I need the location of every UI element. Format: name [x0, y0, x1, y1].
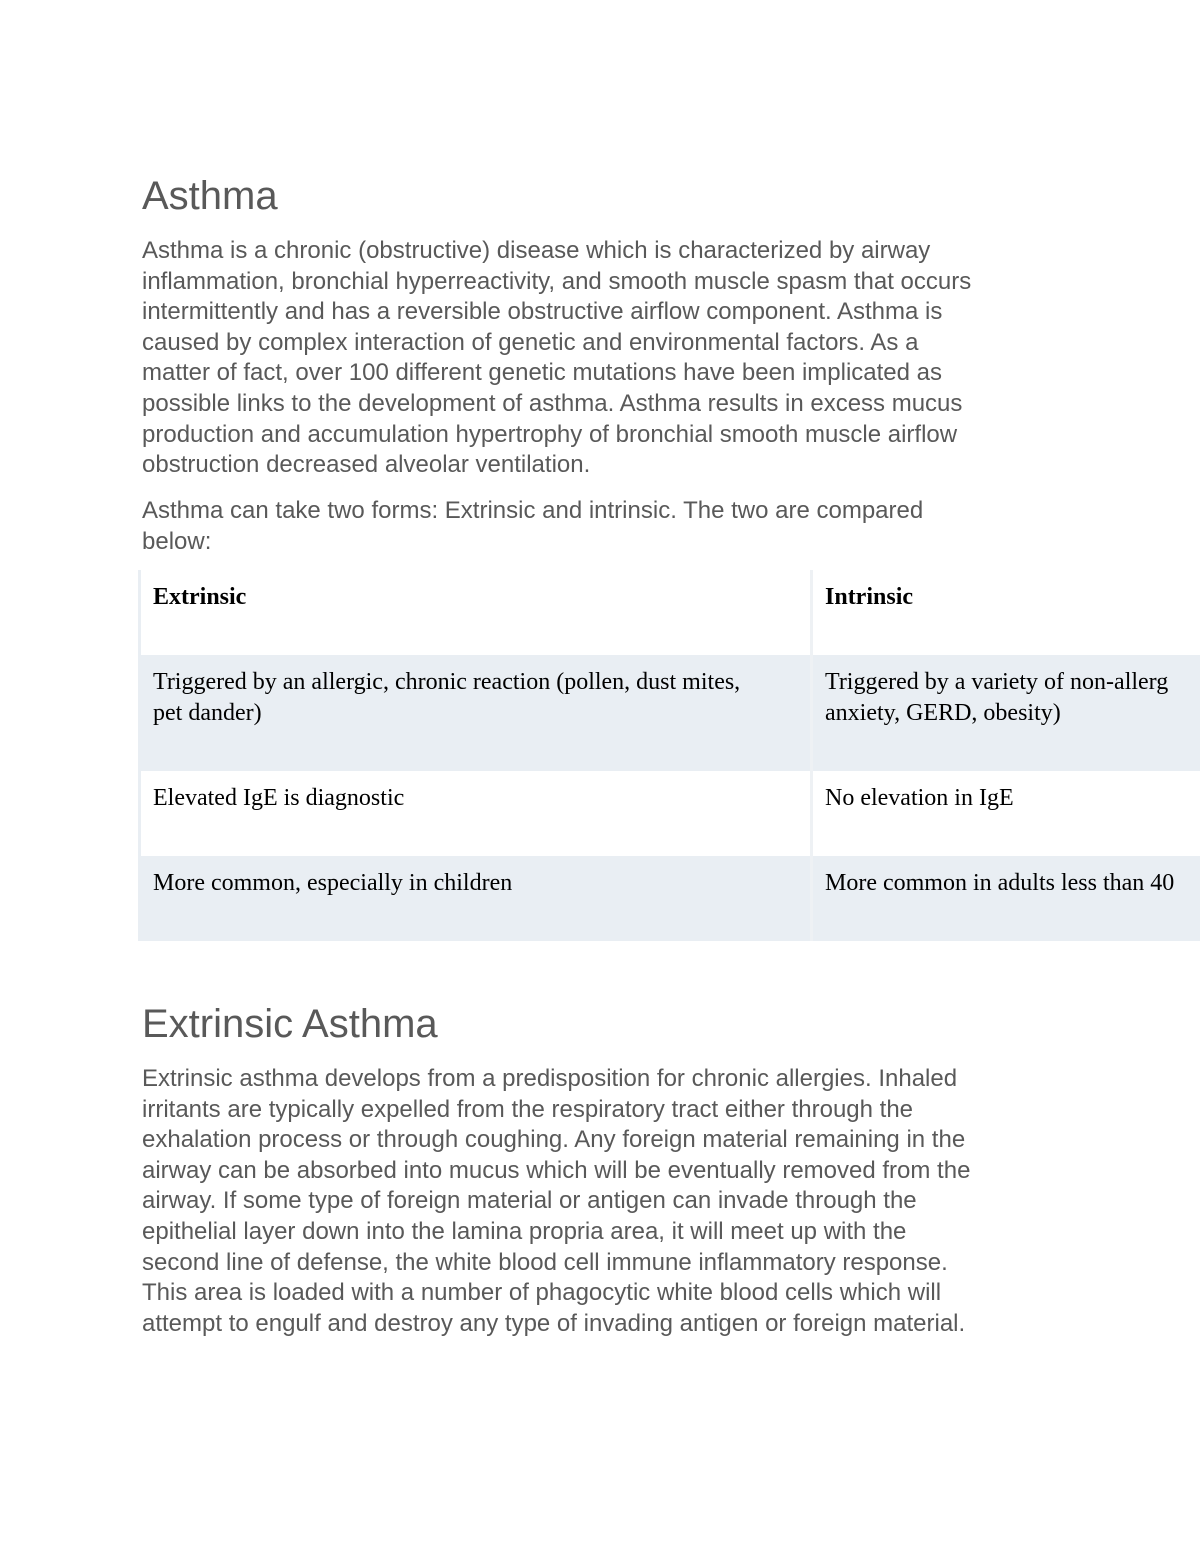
extrinsic-asthma-paragraph: Extrinsic asthma develops from a predisposition for chronic allergies. Inhaled irritants are typically expelled from the respiratory tract either through the exhalation process or through coughing. Any foreign material remaining in the airway can be absorbed into mucus which will be eventually removed from the airway. If some type of foreign material or antigen can invade through the epithelial layer down into the lamina propria area, it will meet up with the second line of defense, the white blood cell immune inflammatory response. This area is loaded with a number of phagocytic white blood cells which will attempt to engulf and destroy any type of invading antigen or foreign material. — [142, 1065, 971, 1337]
comparison-table — [138, 570, 1200, 941]
heading-extrinsic-asthma: Extrinsic Asthma — [142, 1002, 438, 1046]
table-row — [140, 655, 1200, 771]
heading-asthma: Asthma — [142, 174, 278, 218]
table-header-row — [140, 570, 1200, 655]
table-cell-extrinsic: Elevated IgE is diagnostic — [140, 771, 812, 856]
table-cell-intrinsic: More common in adults less than 40 — [812, 856, 1200, 941]
table-cell-extrinsic: Triggered by an allergic, chronic reaction (pollen, dust mites, pet dander) — [140, 655, 812, 771]
table-header-extrinsic: Extrinsic — [140, 570, 812, 655]
table-header-intrinsic: Intrinsic — [812, 570, 1200, 655]
table-row — [140, 856, 1200, 941]
table-row — [140, 771, 1200, 856]
table-cell-extrinsic: More common, especially in children — [140, 856, 812, 941]
table-cell-intrinsic: No elevation in IgE — [812, 771, 1200, 856]
asthma-definition-paragraph: Asthma is a chronic (obstructive) disease which is characterized by airway inflammation, bronchial hyperreactivity, and smooth muscle spasm that occurs intermittently and has a reversible obstructive airflow component. Asthma is caused by complex interaction of genetic and environmental factors. As a matter of fact, over 100 different genetic mutations have been implicated as possible links to the development of asthma. Asthma results in excess mucus production and accumulation hypertrophy of bronchial smooth muscle airflow obstruction decreased alveolar ventilation. — [142, 237, 972, 479]
table-cell-intrinsic: Triggered by a variety of non-allerg anxiety, GERD, obesity) — [812, 655, 1200, 771]
asthma-forms-paragraph: Asthma can take two forms: Extrinsic and intrinsic. The two are compared below: — [142, 497, 924, 555]
